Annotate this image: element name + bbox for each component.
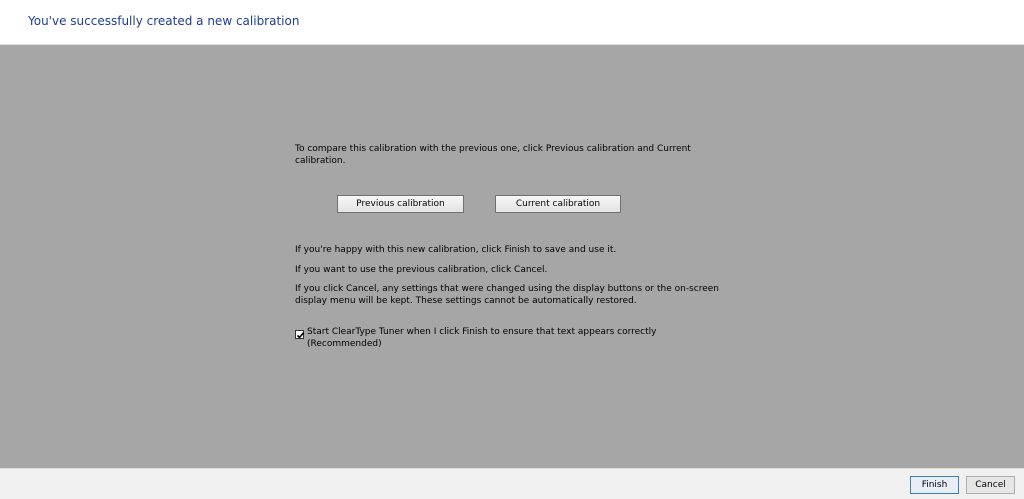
footer-bar (0, 468, 1024, 499)
header (0, 0, 1024, 45)
cleartype-checkbox[interactable] (295, 330, 304, 339)
cleartype-label: Start ClearType Tuner when I click Finish to ensure that text appears correctly (Recommended) (307, 327, 657, 349)
finish-instructions: If you're happy with this new calibration, click Finish to save and use it. (295, 245, 617, 255)
checkmark-icon (296, 331, 305, 340)
cancel-button[interactable]: Cancel (966, 476, 1015, 494)
page-title: You've successfully created a new calibration (28, 14, 300, 28)
current-calibration-button[interactable]: Current calibration (495, 195, 621, 213)
cancel-warning: If you click Cancel, any settings that were changed using the display buttons or the on-screen display menu will be kept. These settings cannot be automatically restored. (295, 284, 719, 306)
cancel-instructions: If you want to use the previous calibration, click Cancel. (295, 265, 548, 275)
compare-instructions: To compare this calibration with the previous one, click Previous calibration and Current calibration. (295, 144, 691, 166)
previous-calibration-button[interactable]: Previous calibration (337, 195, 464, 213)
finish-button[interactable]: Finish (910, 476, 959, 494)
main-content-area (0, 45, 1024, 468)
